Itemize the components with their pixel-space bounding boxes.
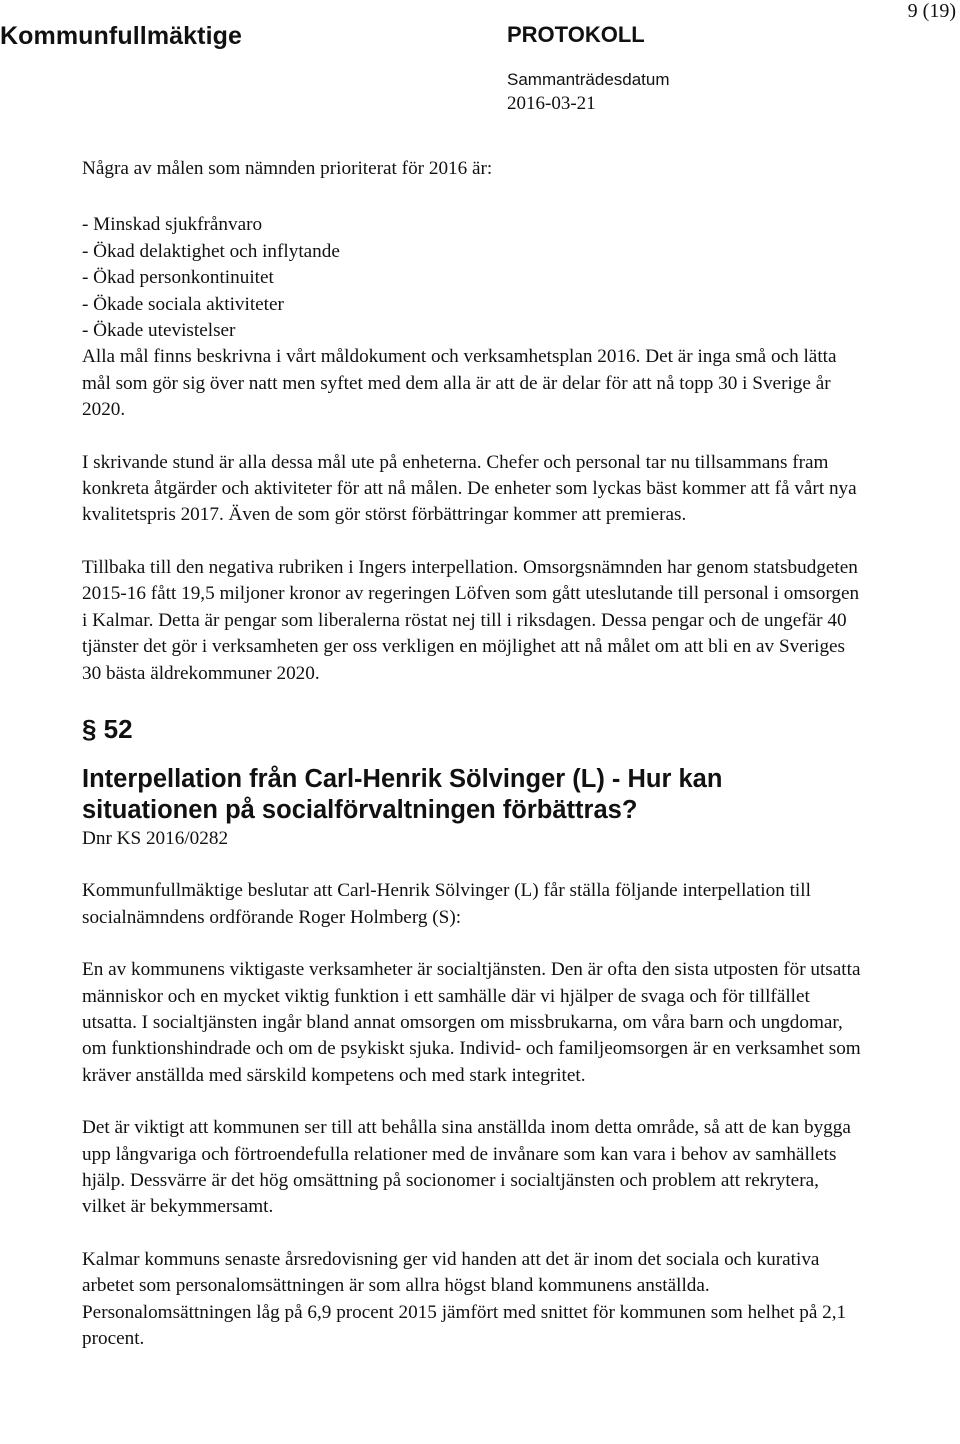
paragraph: Tillbaka till den negativa rubriken i Ingers interpellation. Omsorgsnämnden har genom statsbudgeten 2015-16 fått 19,5 miljoner kronor av regeringen Löfven som gått uteslutande till personal i omsorgen i Kalmar. Detta är pengar som liberalerna röstat nej till i riksdagen. Dessa pengar och de ungefär 40 tjänster det gör i verksamheten ger oss verkligen en möjlighet att nå målet om att bli en av Sveriges 30 bästa äldrekommuner 2020. bbox=[82, 556, 860, 684]
section-number: § 52 bbox=[82, 713, 133, 744]
meeting-date-label: Sammanträdesdatum bbox=[507, 70, 670, 89]
page-number: 9 (19) bbox=[907, 0, 956, 22]
section-title: Interpellation från Carl-Henrik Sölvinger (L) - Hur kan situationen på socialförvaltningen förbättras? bbox=[82, 764, 723, 824]
goals-list bbox=[82, 212, 862, 344]
list-item: - Minskad sjukfrånvaro bbox=[82, 214, 263, 236]
case-number: Dnr KS 2016/0282 bbox=[82, 827, 229, 849]
goals-intro: Några av målen som nämnden prioriterat för 2016 är: bbox=[82, 158, 493, 179]
meeting-date: 2016-03-21 bbox=[507, 93, 596, 114]
organization-name: Kommunfullmäktige bbox=[0, 22, 242, 50]
paragraph: Alla mål finns beskrivna i vårt måldokument och verksamhetsplan 2016. Det är inga små och lätta mål som gör sig över natt men syftet med dem alla är att de är delar för att nå topp 30 i Sverige år 2020. bbox=[82, 346, 837, 421]
paragraph: Kommunfullmäktige beslutar att Carl-Henrik Sölvinger (L) får ställa följande interpellation till socialnämndens ordförande Roger Holmberg (S): bbox=[82, 880, 811, 928]
list-item: - Ökade sociala aktiviteter bbox=[82, 293, 284, 315]
paragraph: Kalmar kommuns senaste årsredovisning ger vid handen att det är inom det sociala och kurativa arbetet som personalomsättningen är som allra högst bland kommunens anställda. Personalomsättningen låg på 6,9 procent 2015 jämfört med snittet för kommunen som helhet på 2,1 procent. bbox=[82, 1248, 847, 1349]
document-body bbox=[82, 156, 862, 1352]
paragraph: Det är viktigt att kommunen ser till att behålla sina anställda inom detta område, så att de kan bygga upp långvariga och förtroendefulla relationer med de invånare som kan vara i behov av samhällets hjälp. Dessvärre är det hög omsättning på socionomer i socialtjänsten och problem att rekrytera, vilket är bekymmersamt. bbox=[82, 1117, 851, 1218]
paragraph: En av kommunens viktigaste verksamheter är socialtjänsten. Den är ofta den sista utposten för utsatta människor och en mycket viktig funktion i ett samhälle där vi hjälper de svaga och för tillfället utsatta. I socialtjänsten ingår bland annat omsorgen om missbrukarna, om våra barn och ungdomar, om funktionshindrade och om de psykiskt sjuka. Individ- och familjeomsorgen är en verksamhet som kräver anställda med särskild kompetens och med stark integritet. bbox=[82, 959, 861, 1086]
list-item: - Ökad personkontinuitet bbox=[82, 267, 274, 289]
document-type: PROTOKOLL bbox=[507, 22, 645, 47]
paragraph: I skrivande stund är alla dessa mål ute på enheterna. Chefer och personal tar nu tillsammans fram konkreta åtgärder och aktiviteter för att nå målen. De enheter som lyckas bäst kommer att få vårt nya kvalitetspris 2017. Även de som gör störst förbättringar kommer att premieras. bbox=[82, 451, 857, 526]
list-item: - Ökad delaktighet och inflytande bbox=[82, 240, 340, 262]
list-item: - Ökade utevistelser bbox=[82, 320, 236, 342]
